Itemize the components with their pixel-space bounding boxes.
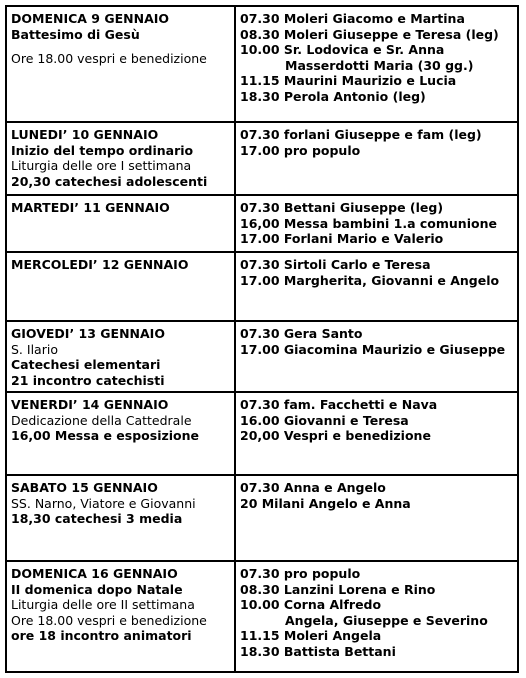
mass-intention: 07.30 pro populo (240, 566, 361, 581)
schedule-row (6, 122, 518, 195)
mass-intention: 10.00 Sr. Lodovica e Sr. Anna (240, 42, 445, 57)
day-heading: LUNEDI’ 10 GENNAIO (11, 127, 159, 142)
mass-intention: 10.00 Corna Alfredo (240, 597, 382, 612)
day-heading: DOMENICA 9 GENNAIO (11, 11, 170, 26)
mass-intention: 20 Milani Angelo e Anna (240, 495, 411, 511)
day-heading: MARTEDI’ 11 GENNAIO (11, 200, 170, 215)
day-note: Liturgia delle ore I settimana (11, 158, 192, 173)
day-heading: DOMENICA 16 GENNAIO (11, 566, 178, 581)
mass-intention: 20,00 Vespri e benedizione (240, 428, 431, 443)
day-cell (6, 561, 235, 672)
day-note: Battesimo di Gesù (11, 26, 140, 42)
mass-cell (235, 392, 518, 475)
mass-intention: 16,00 Messa bambini 1.a comunione (240, 215, 497, 231)
day-note: 16,00 Messa e esposizione (11, 428, 200, 443)
day-heading: GIOVEDI’ 13 GENNAIO (11, 326, 165, 341)
mass-intention: 07.30 forlani Giuseppe e fam (leg) (240, 127, 482, 142)
day-note: II domenica dopo Natale (11, 581, 183, 597)
day-cell (6, 122, 235, 195)
schedule-row (6, 6, 518, 122)
mass-intention: 07.30 Moleri Giacomo e Martina (240, 11, 465, 26)
schedule-row (6, 195, 518, 252)
schedule-row (6, 321, 518, 392)
mass-intention: Masserdotti Maria (30 gg.) (285, 57, 474, 73)
day-note: ore 18 incontro animatori (11, 628, 192, 643)
weekly-schedule-table (5, 5, 519, 673)
mass-intention: 11.15 Moleri Angela (240, 628, 382, 643)
day-note: Liturgia delle ore II settimana (11, 597, 195, 612)
day-heading: MERCOLEDI’ 12 GENNAIO (11, 257, 189, 272)
day-heading: SABATO 15 GENNAIO (11, 480, 158, 495)
mass-intention: Angela, Giuseppe e Severino (285, 612, 488, 628)
day-cell (6, 195, 235, 252)
day-heading: VENERDI’ 14 GENNAIO (11, 397, 169, 412)
mass-intention: 17.00 pro populo (240, 142, 361, 158)
day-note: 20,30 catechesi adolescenti (11, 173, 208, 189)
day-note: Dedicazione della Cattedrale (11, 412, 192, 428)
schedule-row (6, 252, 518, 321)
day-cell (6, 252, 235, 321)
mass-cell (235, 321, 518, 392)
day-cell (6, 6, 235, 122)
day-note: 21 incontro catechisti (11, 372, 165, 388)
mass-intention: 07.30 Gera Santo (240, 326, 363, 341)
day-note: Ore 18.00 vespri e benedizione (11, 51, 207, 66)
day-note: Ore 18.00 vespri e benedizione (11, 612, 207, 628)
day-note: S. Ilario (11, 341, 58, 357)
mass-intention: 07.30 Sirtoli Carlo e Teresa (240, 257, 431, 272)
mass-intention: 11.15 Maurini Maurizio e Lucia (240, 73, 457, 88)
mass-intention: 08.30 Moleri Giuseppe e Teresa (leg) (240, 26, 499, 42)
mass-intention: 18.30 Perola Antonio (leg) (240, 88, 426, 104)
day-note: SS. Narno, Viatore e Giovanni (11, 495, 196, 511)
mass-intention: 18.30 Battista Bettani (240, 643, 396, 659)
mass-intention: 16.00 Giovanni e Teresa (240, 412, 409, 428)
mass-cell (235, 6, 518, 122)
mass-cell (235, 561, 518, 672)
mass-intention: 17.00 Forlani Mario e Valerio (240, 231, 444, 246)
day-note: 18,30 catechesi 3 media (11, 511, 183, 526)
day-cell (6, 321, 235, 392)
mass-intention: 17.00 Margherita, Giovanni e Angelo (240, 272, 500, 288)
mass-intention: 08.30 Lanzini Lorena e Rino (240, 581, 436, 597)
mass-cell (235, 475, 518, 561)
day-note: Catechesi elementari (11, 357, 161, 372)
schedule-row (6, 561, 518, 672)
day-cell (6, 392, 235, 475)
schedule-row (6, 392, 518, 475)
mass-intention: 07.30 Anna e Angelo (240, 480, 386, 495)
day-cell (6, 475, 235, 561)
mass-cell (235, 122, 518, 195)
mass-cell (235, 195, 518, 252)
schedule-row (6, 475, 518, 561)
mass-intention: 17.00 Giacomina Maurizio e Giuseppe (240, 341, 506, 357)
mass-intention: 07.30 Bettani Giuseppe (leg) (240, 200, 444, 215)
mass-cell (235, 252, 518, 321)
day-note: Inizio del tempo ordinario (11, 142, 194, 158)
mass-intention: 07.30 fam. Facchetti e Nava (240, 397, 438, 412)
